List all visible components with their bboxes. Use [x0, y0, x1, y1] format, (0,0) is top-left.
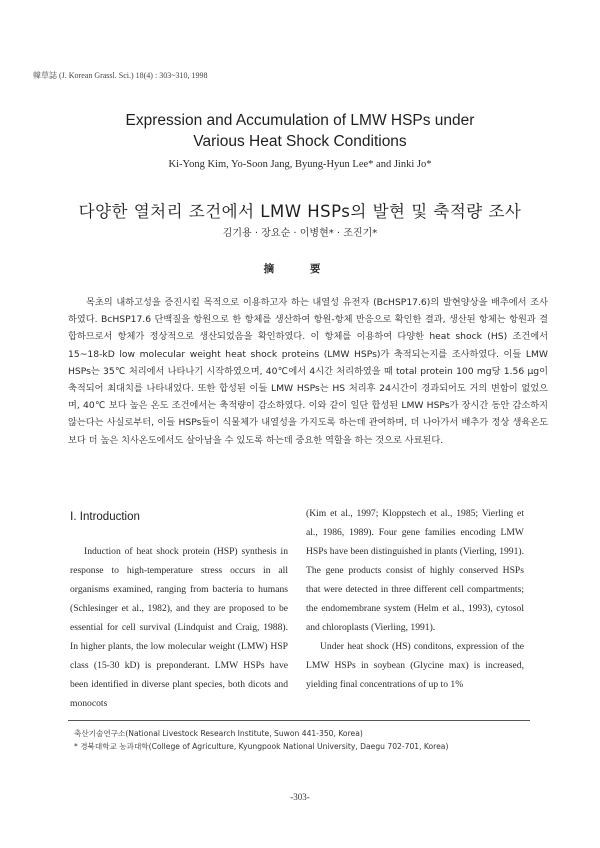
- paper-title-korean: 다양한 열처리 조건에서 LMW HSPs의 발현 및 축적량 조사: [78, 202, 522, 221]
- left-column: [70, 542, 288, 713]
- introduction-paragraph-1-cont: (Kim et al., 1997; Kloppstech et al., 1985; Vierling et al., 1986, 1989). Four gene families encoding LMW HSPs have been distinguished in plants (Vierling, 1991). The gene products consist of highly conserved HSPs that were detected in three different cell compartments; the endomembrane system (Helm et al., 1993), cytosol and chloroplasts (Vierling, 1991).: [306, 508, 524, 633]
- footnote-affiliation-2: * 경북대학교 농과대학(College of Agriculture, Kyungpook National University, Daegu 702-701, Korea): [74, 742, 449, 751]
- page-number: -303-: [290, 792, 310, 802]
- footnote-affiliation-1: 축산기술연구소(National Livestock Research Institute, Suwon 441-350, Korea): [74, 729, 363, 738]
- section-heading-introduction: Ⅰ. Introduction: [70, 511, 140, 523]
- right-column: [306, 504, 524, 694]
- abstract-heading: 摘 要: [263, 263, 337, 275]
- paper-title-line2: Various Heat Shock Conditions: [193, 133, 407, 150]
- paper-title-line1: Expression and Accumulation of LMW HSPs under: [125, 112, 475, 129]
- authors-korean: 김기용 · 장요순 · 이병현* · 조진기*: [222, 228, 378, 239]
- journal-reference: 韓草誌 (J. Korean Grassl. Sci.) 18(4) : 303~310, 1998: [33, 71, 208, 80]
- footnote-divider: [68, 720, 530, 721]
- introduction-paragraph-1: Induction of heat shock protein (HSP) synthesis in response to high-temperature stress occurs in all organisms examined, ranging from bacteria to humans (Schlesinger et al., 1982), and they are proposed to be essential for cell survival (Lindquist and Craig, 1988). In higher plants, the low molecular weight (LMW) HSP class (15-30 kD) is preponderant. LMW HSPs have been identified in diverse plant species, both dicots and monocots: [70, 546, 288, 709]
- authors-english: Ki-Yong Kim, Yo-Soon Jang, Byung-Hyun Lee* and Jinki Jo*: [168, 159, 432, 170]
- introduction-paragraph-2: Under heat shock (HS) conditons, expression of the LMW HSPs in soybean (Glycine max) is increased, yielding final concentrations of up to 1%: [306, 641, 524, 690]
- abstract-body: 목초의 내하고성을 증진시킬 목적으로 이용하고자 하는 내열성 유전자 (BcHSP17.6)의 발현양상을 배추에서 조사하였다. BcHSP17.6 단백질을 항원으로 한 항체를 생산하여 항원-항체 반응으로 확인한 결과, 생산된 항체는 항원과 결합하므로서 항체가 정상적으로 생산되었음을 확인하였다. 이 항체를 이용하여 다양한 heat shock (HS) 조건에서 15~18-kD low molecular weight heat shock proteins (LMW HSPs)가 축적되는지를 조사하였다. 이들 LMW HSPs는 35℃ 처리에서 나타나기 시작하였으며, 40℃에서 4시간 처리하였을 때 total protein 100 mg당 1.56 μg이 축적되어 최대치를 나타내었다. 또한 합성된 이들 LMW HSPs는 HS 처리후 24시간이 경과되어도 거의 변함이 없었으며, 40℃ 보다 높은 온도 조건에서는 축적량이 감소하였다. 이와 같이 일단 합성된 LMW HSPs가 장시간 동안 감소하지 않는다는 사실로부터, 이들 HSPs들이 식물체가 내열성을 가지도록 하는데 관여하며, 더 나아가서 배추가 정상 생육온도보다 더 높은 치사온도에서도 살아남을 수 있도록 하는데 중요한 역할을 하는 것으로 사료된다.: [68, 297, 548, 446]
